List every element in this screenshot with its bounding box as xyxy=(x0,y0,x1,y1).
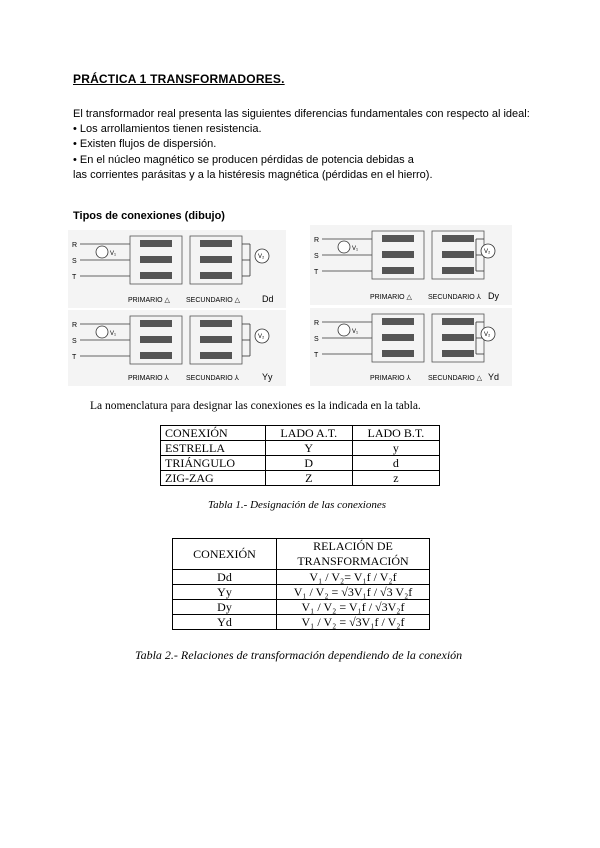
secondary-coil xyxy=(442,267,474,274)
secondary-label: SECUNDARIO △ xyxy=(428,375,483,382)
primary-coil xyxy=(140,336,172,343)
secondary-coil xyxy=(200,256,232,263)
voltmeter-label: V₂ xyxy=(258,334,265,340)
voltmeter-icon xyxy=(96,246,108,258)
connection-code: Yy xyxy=(262,372,273,382)
voltmeter-label: V₁ xyxy=(110,251,117,257)
secondary-coil xyxy=(442,318,474,325)
secondary-coil xyxy=(442,251,474,258)
primary-label: PRIMARIO △ xyxy=(370,294,412,301)
secondary-coil xyxy=(442,350,474,357)
voltmeter-icon xyxy=(338,324,350,336)
phase-label: R xyxy=(72,322,78,329)
table-cell: ESTRELLA xyxy=(161,441,266,456)
primary-coil xyxy=(140,256,172,263)
connection-code: Dd xyxy=(262,294,274,304)
table-cell: TRIÁNGULO xyxy=(161,456,266,471)
table-cell: Z xyxy=(265,471,352,486)
primary-label: PRIMARIO △ xyxy=(128,297,170,304)
primary-coil xyxy=(140,320,172,327)
table-row xyxy=(173,585,430,600)
nomenclature-text: La nomenclatura para designar las conexiones es la indicada en la tabla. xyxy=(90,400,421,412)
section-title: Tipos de conexiones (dibujo) xyxy=(73,210,225,222)
table-cell: Dd xyxy=(173,570,277,585)
table-row xyxy=(161,441,440,456)
table-row xyxy=(161,456,440,471)
phase-label: T xyxy=(314,269,319,276)
primary-coil xyxy=(382,334,414,341)
voltmeter-icon xyxy=(96,326,108,338)
secondary-coil xyxy=(442,235,474,242)
diagram-dd xyxy=(68,230,286,308)
table-cell: Yd xyxy=(173,615,277,630)
secondary-coil xyxy=(200,240,232,247)
table-cell: Yy xyxy=(173,585,277,600)
table-cell: Y xyxy=(265,441,352,456)
primary-coil xyxy=(382,267,414,274)
table-caption: Tabla 2.- Relaciones de transformación dependiendo de la conexión xyxy=(135,648,463,662)
diagram-svg xyxy=(68,310,286,386)
phase-label: S xyxy=(72,338,77,345)
phase-label: R xyxy=(72,242,78,249)
table-cell: ZIG-ZAG xyxy=(161,471,266,486)
column-header: CONEXIÓN xyxy=(161,426,266,441)
table-row xyxy=(173,570,430,585)
bullet-item: • En el núcleo magnético se producen pérdidas de potencia debidas a xyxy=(73,153,414,166)
secondary-coil xyxy=(200,320,232,327)
phase-label: S xyxy=(314,253,319,260)
diagram-svg xyxy=(68,230,286,308)
column-header: CONEXIÓN xyxy=(173,539,277,570)
table-cell: z xyxy=(352,471,439,486)
primary-coil xyxy=(382,350,414,357)
primary-label: PRIMARIO ⅄ xyxy=(370,375,411,382)
secondary-coil xyxy=(200,352,232,359)
diagram-dy xyxy=(310,225,512,305)
intro-line: las corrientes parásitas y a la histéresis magnética (pérdidas en el hierro). xyxy=(73,168,433,181)
table-cell: V₁ / V₂ = √3V₁f / V₂f xyxy=(277,615,430,630)
table-cell: D xyxy=(265,456,352,471)
table-cell: V₁ / V₂ = √3V₁f / √3 V₂f xyxy=(277,585,430,600)
connection-code: Yd xyxy=(488,372,500,382)
voltmeter-label: V₂ xyxy=(484,332,491,338)
secondary-label: SECUNDARIO ⅄ xyxy=(428,294,481,301)
table-header-row xyxy=(173,539,430,570)
primary-coil xyxy=(140,240,172,247)
primary-coil xyxy=(140,272,172,279)
column-header: RELACIÓN DE TRANSFORMACIÓN xyxy=(277,539,430,570)
transformation-ratio-table xyxy=(172,538,430,630)
table-cell: y xyxy=(352,441,439,456)
diagram-svg xyxy=(310,308,512,386)
primary-coil xyxy=(382,235,414,242)
phase-label: T xyxy=(72,274,77,281)
designation-table xyxy=(160,425,440,486)
secondary-label: SECUNDARIO ⅄ xyxy=(186,375,239,382)
table-cell: V₁ / V₂ = V₁f / √3V₂f xyxy=(277,600,430,615)
intro-line: El transformador real presenta las siguientes diferencias fundamentales con respecto al ideal: xyxy=(73,108,530,120)
column-header: LADO B.T. xyxy=(352,426,439,441)
phase-label: T xyxy=(314,352,319,359)
voltmeter-label: V₂ xyxy=(258,254,265,260)
phase-label: S xyxy=(314,336,319,343)
primary-coil xyxy=(382,251,414,258)
bullet-item: • Los arrollamientos tienen resistencia. xyxy=(73,123,262,136)
secondary-coil xyxy=(200,272,232,279)
primary-label: PRIMARIO ⅄ xyxy=(128,375,169,382)
table-row xyxy=(173,600,430,615)
diagram-yd xyxy=(310,308,512,386)
table-caption: Tabla 1.- Designación de las conexiones xyxy=(208,499,387,511)
phase-label: R xyxy=(314,237,320,244)
voltmeter-label: V₂ xyxy=(484,249,491,255)
phase-label: R xyxy=(314,320,320,327)
intro-text xyxy=(73,107,533,183)
table-cell: d xyxy=(352,456,439,471)
primary-coil xyxy=(140,352,172,359)
voltmeter-label: V₁ xyxy=(352,246,359,252)
column-header: LADO A.T. xyxy=(265,426,352,441)
secondary-label: SECUNDARIO △ xyxy=(186,297,241,304)
phase-label: T xyxy=(72,354,77,361)
connection-code: Dy xyxy=(488,291,499,301)
voltmeter-icon xyxy=(338,241,350,253)
primary-coil xyxy=(382,318,414,325)
diagram-yy xyxy=(68,310,286,386)
bullet-item: • Existen flujos de dispersión. xyxy=(73,138,217,151)
voltmeter-label: V₁ xyxy=(110,331,117,337)
table-row xyxy=(161,471,440,486)
diagram-svg xyxy=(310,225,512,305)
page-title: PRÁCTICA 1 TRANSFORMADORES. xyxy=(73,72,285,86)
secondary-coil xyxy=(442,334,474,341)
phase-label: S xyxy=(72,258,77,265)
table-header-row xyxy=(161,426,440,441)
table-cell: Dy xyxy=(173,600,277,615)
table-row xyxy=(173,615,430,630)
table-cell: V₁ / V₂= V₁f / V₂f xyxy=(277,570,430,585)
secondary-coil xyxy=(200,336,232,343)
voltmeter-label: V₁ xyxy=(352,329,359,335)
